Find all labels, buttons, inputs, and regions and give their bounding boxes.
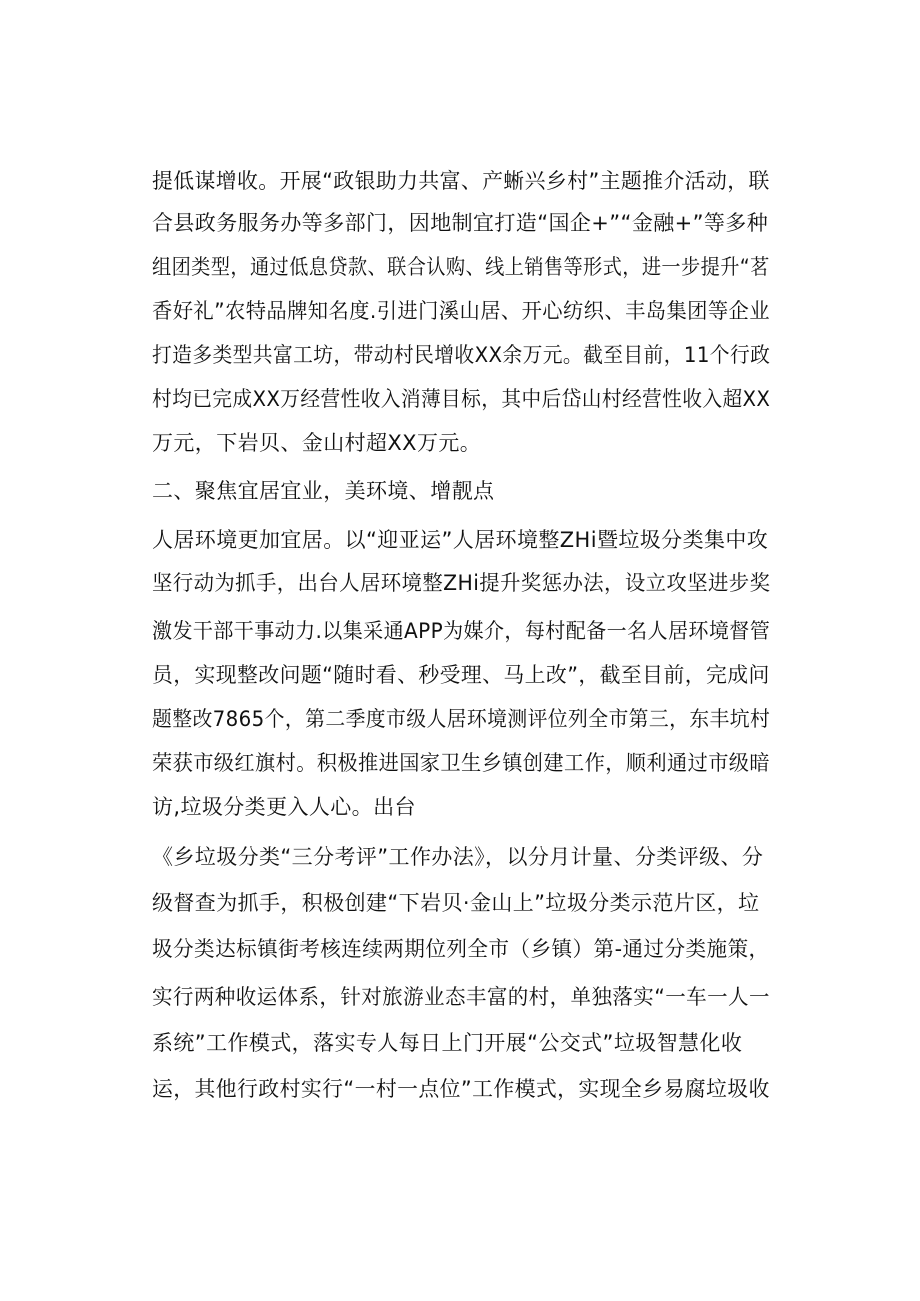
text-line-7: 万元，下岩贝、金山村超XX万元。 xyxy=(152,431,482,455)
text-line-21: 运，其他行政村实行“一村一点位”工作模式，实现全乡易腐垃圾收 xyxy=(152,1077,770,1101)
text-line-20: 系统”工作模式，落实专人每日上门开展“公交式”垃圾智慧化收 xyxy=(152,1031,743,1055)
text-line-6: 村均已完成XX万经营性收入消薄目标，其中后岱山村经营性收入超XX xyxy=(152,387,771,411)
text-line-5: 打造多类型共富工坊，带动村民增收XX余万元。截至目前，11个行政 xyxy=(152,343,771,367)
text-line-11: 激发干部干事动力.以集采通APP为媒介，每村配备一名人居环境督管 xyxy=(152,619,771,643)
text-line-17: 级督查为抓手，积极创建“下岩贝·金山上”垃圾分类示范片区，垃 xyxy=(152,891,760,915)
text-line-9: 人居环境更加宜居。以“迎亚运”人居环境整ZHi暨垃圾分类集中攻 xyxy=(152,528,769,552)
text-line-15: 访,垃圾分类更入人心。出台 xyxy=(152,795,416,819)
text-line-2: 合县政务服务办等多部门，因地制宜打造“国企+”“金融+”等多种 xyxy=(152,211,769,235)
section-heading: 二、聚焦宜居宜业，美环境、增靓点 xyxy=(152,479,495,503)
text-line-13: 题整改7865个，第二季度市级人居环境测评位列全市第三，东丰坑村 xyxy=(152,707,771,731)
text-line-16: 《乡垃圾分类“三分考评”工作办法》，以分月计量、分类评级、分 xyxy=(152,845,764,869)
text-line-12: 员，实现整改问题“随时看、秒受理、马上改”，截至目前，完成问 xyxy=(152,663,770,687)
text-line-1: 提低谋增收。开展“政银助力共富、产蜥兴乡村”主题推介活动，联 xyxy=(152,169,770,193)
text-line-19: 实行两种收运体系，针对旅游业态丰富的村，单独落实“一车一人一 xyxy=(152,985,770,1009)
text-line-18: 圾分类达标镇街考核连续两期位列全市（乡镇）第-通过分类施策， xyxy=(152,937,770,961)
text-line-4: 香好礼”农特品牌知名度.引进门溪山居、开心纺织、丰岛集团等企业 xyxy=(152,299,770,323)
text-line-14: 荣获市级红旗村。积极推进国家卫生乡镇创建工作，顺利通过市级暗 xyxy=(152,751,770,775)
text-line-10: 坚行动为抓手，出台人居环境整ZHi提升奖惩办法，设立攻坚进步奖 xyxy=(152,571,771,595)
text-line-3: 组团类型，通过低息贷款、联合认购、线上销售等形式，进一步提升“茗 xyxy=(152,255,770,279)
